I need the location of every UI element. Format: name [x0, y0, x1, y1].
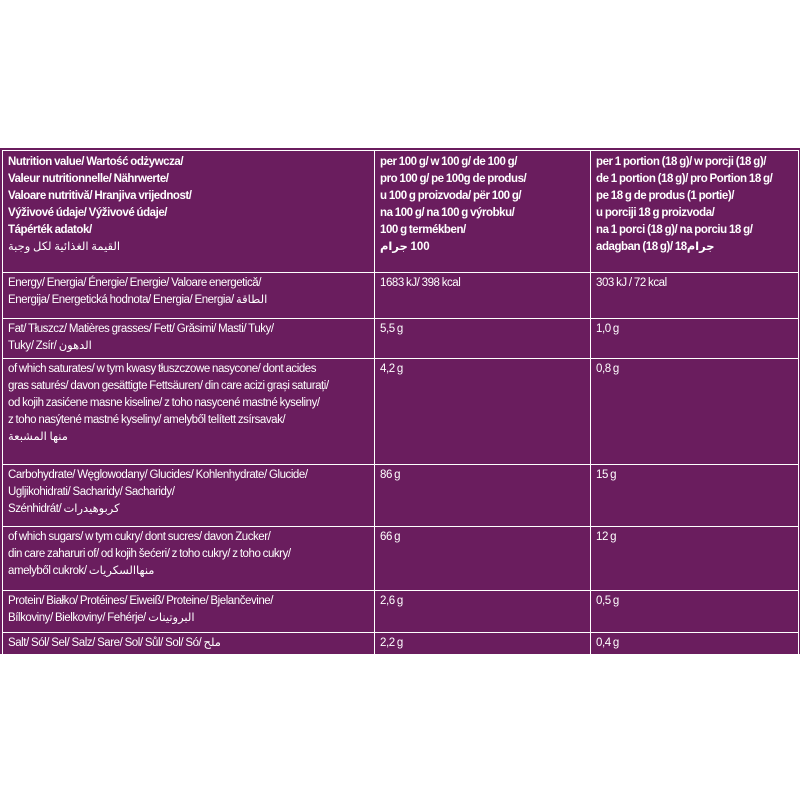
row-per-portion: 12 g [591, 527, 799, 591]
row-per-portion: 303 kJ / 72 kcal [591, 273, 799, 319]
row-per-100g: 4,2 g [375, 359, 591, 465]
row-per-100g: 2,2 g [375, 633, 591, 657]
table-header-row [3, 151, 799, 273]
row-per-portion: 15 g [591, 465, 799, 527]
header-nutrition-value: Nutrition value/ Wartość odżywcza/ Valeur nutritionnelle/ Nährwerte/ Valoare nutritivă/ Hranjiva vrijednost/ Výživové údaje/ Výživové údaje/ Tápérték adatok/ القيمة الغذائية لكل وجبة [3, 151, 375, 273]
table-row-salt [3, 633, 799, 657]
row-per-100g: 5,5 g [375, 319, 591, 359]
row-label: Salt/ Sól/ Sel/ Salz/ Sare/ Sol/ Sůl/ Sol/ Só/ ملح [3, 633, 375, 657]
table-row-saturates [3, 359, 799, 465]
row-per-portion: 0,5 g [591, 591, 799, 633]
row-label: Energy/ Energia/ Énergie/ Energie/ Valoare energetică/ Energija/ Energetická hodnota/ Energia/ Energia/ الطاقة [3, 273, 375, 319]
table-row-energy [3, 273, 799, 319]
header-per-100g: per 100 g/ w 100 g/ de 100 g/ pro 100 g/ pe 100g de produs/ u 100 g proizvoda/ për 100 g/ na 100 g/ na 100 g výrobku/ 100 g termékben/ 100 جرام [375, 151, 591, 273]
row-label: Protein/ Białko/ Protéines/ Eiweiß/ Proteine/ Bjelančevine/ Bílkoviny/ Bielkoviny/ Fehérje/ البروتينات [3, 591, 375, 633]
row-per-portion: 0,4 g [591, 633, 799, 657]
row-label: of which sugars/ w tym cukry/ dont sucres/ davon Zucker/ din care zaharuri of/ od kojih šećeri/ z toho cukry/ z toho cukry/ amelyből cukrok/ منهاالسكريات [3, 527, 375, 591]
row-label: Fat/ Tłuszcz/ Matières grasses/ Fett/ Grăsimi/ Masti/ Tuky/ Tuky/ Zsír/ الدهون [3, 319, 375, 359]
row-per-100g: 2,6 g [375, 591, 591, 633]
table-row-sugars [3, 527, 799, 591]
table-row-carbohydrate [3, 465, 799, 527]
table-row-protein [3, 591, 799, 633]
table-row-fat [3, 319, 799, 359]
row-label: Carbohydrate/ Węglowodany/ Glucides/ Kohlenhydrate/ Glucide/ Ugljikohidrati/ Sacharidy/ Sacharidy/ Szénhidrát/ كربوهيدرات [3, 465, 375, 527]
nutrition-panel [0, 148, 800, 654]
row-label: of which saturates/ w tym kwasy tłuszczowe nasycone/ dont acides gras saturés/ davon gesättigte Fettsäuren/ din care acizi grași saturați/ od kojih zasićene masne kiseline/ z toho nasycené mastné kyseliny/ z toho nasýtené mastné kyseliny/ amelyből telített zsírsavak/ منها المشبعة [3, 359, 375, 465]
nutrition-table [2, 150, 799, 657]
row-per-100g: 1683 kJ/ 398 kcal [375, 273, 591, 319]
row-per-100g: 66 g [375, 527, 591, 591]
row-per-portion: 0,8 g [591, 359, 799, 465]
row-per-portion: 1,0 g [591, 319, 799, 359]
row-per-100g: 86 g [375, 465, 591, 527]
header-per-portion: per 1 portion (18 g)/ w porcji (18 g)/ de 1 portion (18 g)/ pro Portion 18 g/ pe 18 g de produs (1 portie)/ u porciji 18 g proizvoda/ na 1 porci (18 g)/ na porciu 18 g/ adagban (18 g)/ 18جرام [591, 151, 799, 273]
